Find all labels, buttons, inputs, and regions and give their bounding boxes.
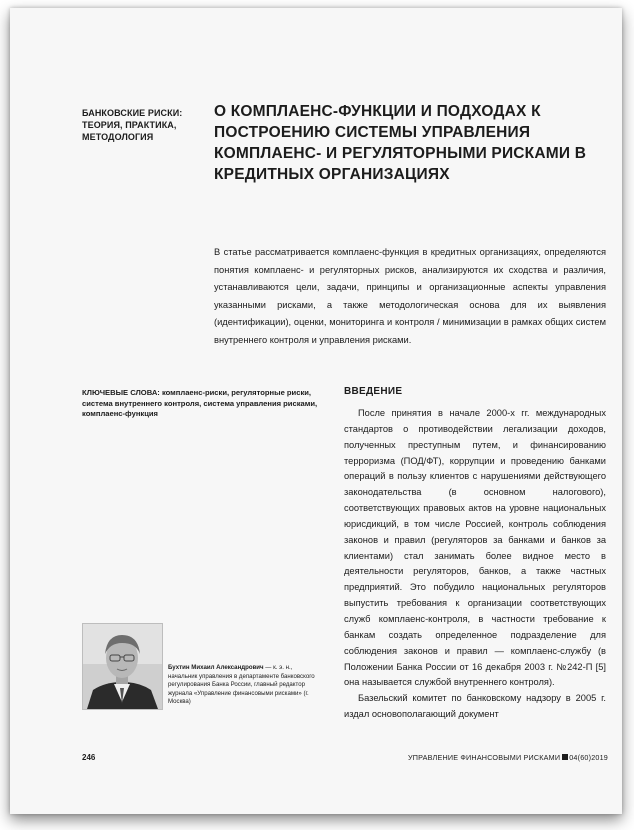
keywords: КЛЮЧЕВЫЕ СЛОВА: комплаенс-риски, регуляторные риски, система внутреннего контроля, система управления рисками, комплаенс-функция [82,388,318,419]
author-info [168,664,323,707]
journal-footer [408,753,608,762]
journal-issue: 04(60)2019 [569,753,608,762]
page-number: 246 [82,753,96,762]
journal-name: УПРАВЛЕНИЕ ФИНАНСОВЫМИ РИСКАМИ [407,753,561,762]
body-paragraph: Базельский комитет по банковскому надзору в 2005 г. издал основополагающий документ [344,693,606,720]
body-paragraph: После принятия в начале 2000-х гг. международных стандартов о противодействии легализации доходов, полученных преступным путем, и финансированию терроризма (ПОД/ФТ), коррупции и проведению банками операций в пользу клиентов с нарушениями действующего законодательства (в основном налогового), соответствующих правовых актов на уровне национальных юрисдикций, в том числе Россией, контроль соблюдения законов и правил (регуляторов за банками и банков за клиентами) стал занимать более видное место в деятельности регуляторов, банков, а также частных предприятий. Это побудило национальных регуляторов выпустить требования к организации соответствующих служб комплаенс-контроля, в частности требование к банкам создать определенное подразделение для соблюдения законов и правил — комплаенс-службу (в Положении Банка России от 16 декабря 2003 г. №242-П [5] она называется службой внутреннего контроля). [344,408,606,688]
author-bio: — к. э. н., начальник управления в департаменте банковского регулирования Банка России, главный редактор журнала «Управление финансовыми рисками» (г. Москва) [168,664,315,706]
intro-heading: ВВЕДЕНИЕ [344,386,403,397]
body-text [344,406,606,723]
author-photo [82,623,163,710]
abstract: В статье рассматривается комплаенс-функция в кредитных организациях, определяются понятия комплаенс- и регуляторных рисков, анализируются их сходства и различия, устанавливаются цели, задачи, принципы и организационные аспекты управления указанными рисками, а также методологическая основа для их выявления (идентификации), оценки, мониторинга и контроля / минимизации в рамках общих систем внутреннего контроля и управления рисками. [214,247,606,345]
author-name: Бухтин Михаил Александрович [168,664,264,671]
square-separator-icon [562,754,568,760]
article-title: О КОМПЛАЕНС-ФУНКЦИИ И ПОДХОДАХ К ПОСТРОЕНИЮ СИСТЕМЫ УПРАВЛЕНИЯ КОМПЛАЕНС- И РЕГУЛЯТОРНЫМИ РИСКАМИ В КРЕДИТНЫХ ОРГАНИЗАЦИЯХ [214,103,587,183]
journal-page [10,8,622,814]
section-label: БАНКОВСКИЕ РИСКИ: ТЕОРИЯ, ПРАКТИКА, МЕТОДОЛОГИЯ [82,108,183,142]
